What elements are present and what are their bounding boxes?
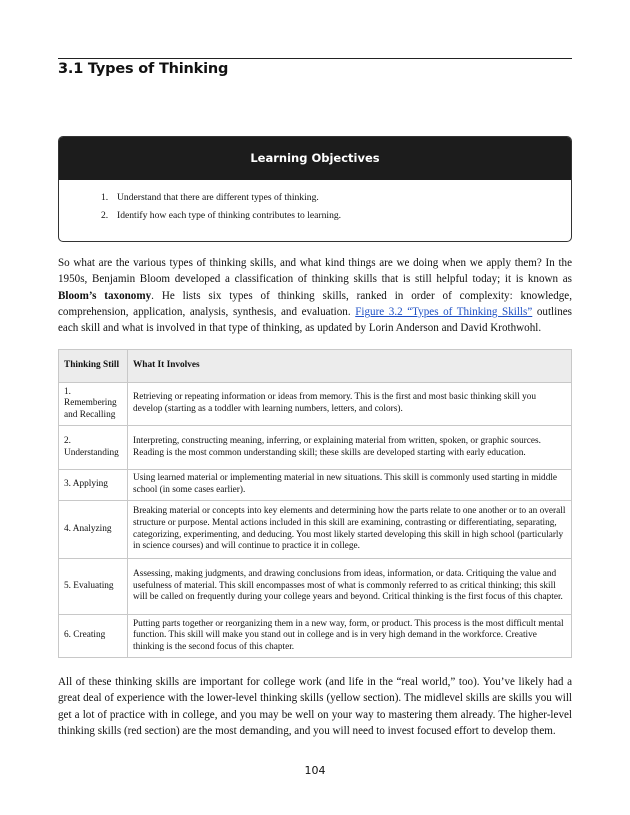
skill-description: Using learned material or implementing material in new situations. This skill is commonly used starting in middle school (in some cases earlier). <box>128 470 572 501</box>
skill-name: 3. Applying <box>59 470 128 501</box>
learning-objectives-box <box>58 136 572 242</box>
skill-description: Putting parts together or reorganizing them in a new way, form, or product. This process is the most difficult mental function. This skill will make you stand out in college and is in very high demand in the workforce. Creative thinking is the second focus of this chapter. <box>128 615 572 658</box>
closing-paragraph: All of these thinking skills are important for college work (and life in the “real world,” too). You’ve likely had a great deal of experience with the lower-level thinking skills (yellow section). The midlevel skills are skills you will get a lot of practice with in college, and you may be well on your way to mastering them already. The higher-level thinking skills (red section) are the most demanding, and you will need to invest focused effort to develop them. <box>58 676 572 737</box>
table-row <box>59 501 572 559</box>
figure-link[interactable]: Figure 3.2 “Types of Thinking Skills” <box>355 305 533 318</box>
skill-name: 4. Analyzing <box>59 501 128 559</box>
skill-name: 5. Evaluating <box>59 559 128 615</box>
skill-description: Interpreting, constructing meaning, inferring, or explaining material from written, spoken, or graphic sources. Reading is the most common understanding skill; these skills are developed starting with early education. <box>128 426 572 470</box>
skill-name: 1. Remembering and Recalling <box>59 383 128 426</box>
objective-number: 1. <box>101 192 109 203</box>
table-row <box>59 383 572 426</box>
learning-objectives-title: Learning Objectives <box>59 137 571 180</box>
skill-name: 2. Understanding <box>59 426 128 470</box>
objective-number: 2. <box>101 210 109 221</box>
table-header-row <box>59 350 572 383</box>
page-number: 104 <box>304 764 326 777</box>
table-row <box>59 559 572 615</box>
objective-text: Identify how each type of thinking contributes to learning. <box>117 210 342 221</box>
intro-paragraph <box>58 255 572 336</box>
skill-description: Retrieving or repeating information or ideas from memory. This is the first and most basic thinking skill you develop (starting as a toddler with learning numbers, letters, and colors). <box>128 383 572 426</box>
intro-text-3: outlines each skill and what is involved in that type of thinking, as updated by Lorin Anderson and David Krothwohl. <box>58 305 572 335</box>
column-header-involves: What It Involves <box>128 350 572 383</box>
table-row <box>59 426 572 470</box>
column-header-skill: Thinking Still <box>59 350 128 383</box>
skill-description: Assessing, making judgments, and drawing conclusions from ideas, information, or data. Critiquing the value and usefulness of material. This skill encompasses most of what is commonly referred to as critical thinking; this skill will be called on frequently during your college years and beyond. Critical thinking is the first focus of this chapter. <box>128 559 572 615</box>
intro-text-2: . He lists six types of thinking skills, ranked in order of complexity: knowledge, comprehension, application, analysis, synthesis, and evaluation. <box>58 289 572 318</box>
skill-description: Breaking material or concepts into key elements and determining how the parts relate to one another or to an overall structure or purpose. Mental actions included in this skill are examining, contrasting or differentiating, separating, categorizing, experimenting, and deducing. You most likely started developing this skill in high school (particularly in science courses) and will continue to practice it in college. <box>128 501 572 559</box>
title-rule <box>58 58 572 59</box>
section-title: 3.1 Types of Thinking <box>58 61 229 77</box>
intro-text-1: So what are the various types of thinking skills, and what kind things are we doing when we apply them? In the 1950s, Benjamin Bloom developed a classification of thinking skills that is still helpful today; it is known as <box>58 257 572 286</box>
table-row <box>59 615 572 658</box>
thinking-skills-table <box>58 349 572 658</box>
skill-name: 6. Creating <box>59 615 128 658</box>
objective-text: Understand that there are different types of thinking. <box>117 192 319 203</box>
blooms-taxonomy-term: Bloom’s taxonomy <box>58 289 152 302</box>
table-row <box>59 470 572 501</box>
